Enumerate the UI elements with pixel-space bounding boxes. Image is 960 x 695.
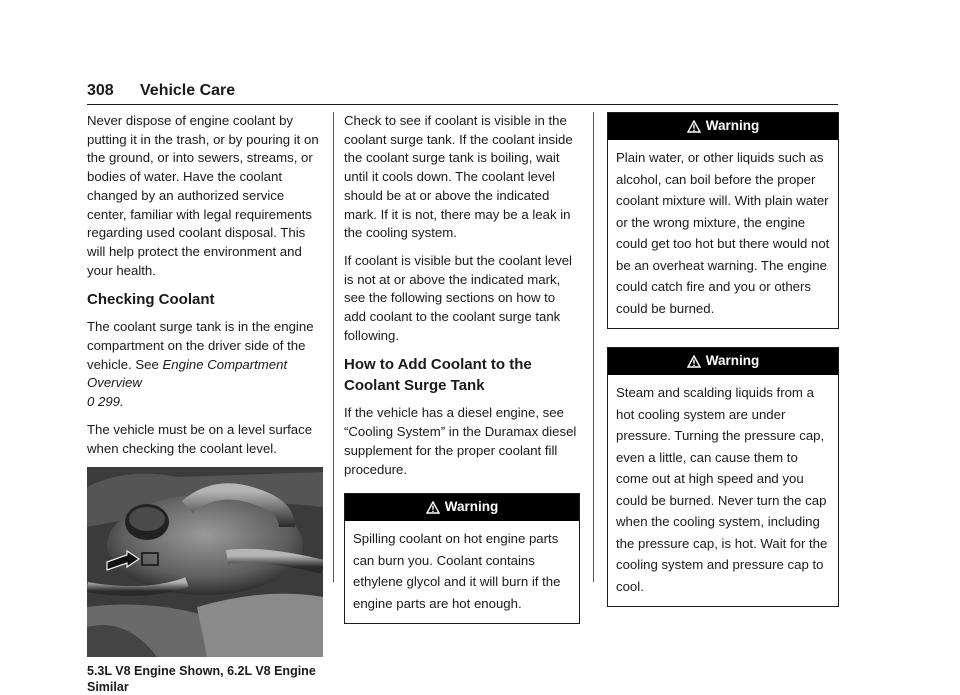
surge-tank-paragraph: The coolant surge tank is in the engine compartment on the driver side of the vehicle. See Engine Compartment Overview 0 299. xyxy=(87,319,314,410)
warning-text: Spilling coolant on hot engine parts can burn you. Coolant contains ethylene glycol and it will burn if the engine parts are hot enough. xyxy=(353,531,561,611)
disposal-paragraph: Never dispose of engine coolant by putting it in the trash, or by pouring it on the ground, or into sewers, streams, or bodies of water. Have the coolant changed by an authorized service center, familiar with legal requirements regarding used coolant disposal. This will help protect the environment and your health. xyxy=(87,113,319,278)
check-visible-paragraph: Check to see if coolant is visible in the coolant surge tank. If the coolant inside the coolant surge tank is boiling, wait until it cools down. The coolant level should be at or above the indicated mark. If it is not, there may be a leak in the cooling system. xyxy=(344,113,573,241)
warning-box-plain-water xyxy=(607,112,839,329)
column-3 xyxy=(607,112,839,625)
engine-compartment-link[interactable]: Engine Compartment Overview xyxy=(87,356,288,391)
column-1 xyxy=(87,112,323,695)
photo-caption: 5.3L V8 Engine Shown, 6.2L V8 Engine Similar xyxy=(87,664,316,695)
diesel-paragraph: If the vehicle has a diesel engine, see “Cooling System” in the Duramax diesel supplement for the proper coolant fill procedure. xyxy=(344,405,577,477)
warning-icon xyxy=(687,120,701,134)
column-divider-2 xyxy=(593,112,594,582)
column-2 xyxy=(344,112,580,642)
column-divider-1 xyxy=(333,112,334,582)
page-header xyxy=(87,80,838,105)
warning-box-spilling xyxy=(344,493,580,624)
warning-header: Warning xyxy=(345,494,579,521)
warning-icon xyxy=(687,355,701,369)
add-coolant-heading: How to Add Coolant to the Coolant Surge Tank xyxy=(344,356,532,395)
checking-coolant-heading: Checking Coolant xyxy=(87,291,215,309)
warning-header: Warning xyxy=(608,113,838,140)
page-number: 308 xyxy=(87,82,114,99)
warning-icon xyxy=(426,501,440,515)
warning-text: Steam and scalding liquids from a hot cooling system are under pressure. Turning the pressure cap, even a little, can cause them to come out at high speed and you could be burned. Never turn the cap when the cooling system, including the pressure cap, is hot. Wait for the cooling system and pressure cap to cool. xyxy=(616,385,828,594)
section-title: Vehicle Care xyxy=(140,82,236,99)
level-not-at-mark-paragraph: If coolant is visible but the coolant level is not at or above the indicated mark, see the following sections on how to add coolant to the coolant surge tank following. xyxy=(344,252,572,343)
warning-header: Warning xyxy=(608,348,838,375)
engine-photo xyxy=(87,467,323,657)
page-reference[interactable]: 0 299. xyxy=(87,394,124,410)
warning-text: Plain water, or other liquids such as alcohol, can boil before the proper coolant mixture will. With plain water or the wrong mixture, the engine could get too hot but there would not be an overheat warning. The engine could catch fire and you or others could be burned. xyxy=(616,150,830,316)
warning-box-steam xyxy=(607,347,839,607)
level-surface-paragraph: The vehicle must be on a level surface when checking the coolant level. xyxy=(87,421,313,456)
